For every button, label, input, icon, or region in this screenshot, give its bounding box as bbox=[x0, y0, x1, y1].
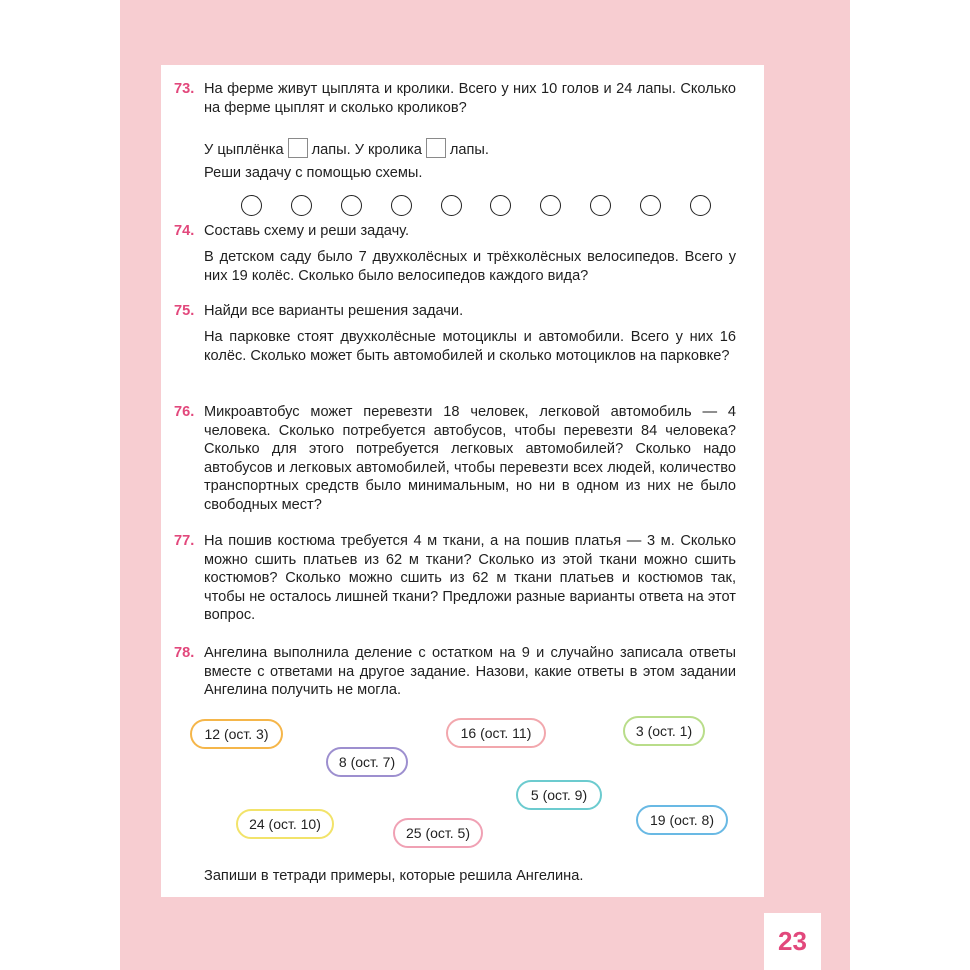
task-instruction: Найди все варианты решения задачи. bbox=[204, 303, 464, 319]
task-number: 78. bbox=[174, 645, 195, 661]
answer-pill[interactable]: 19 (ост. 8) bbox=[636, 805, 728, 835]
legs-suffix: лапы. bbox=[449, 142, 489, 158]
task-number: 74. bbox=[174, 223, 195, 239]
task-footer: Запиши в тетради примеры, которые решила Ангелина. bbox=[204, 868, 584, 884]
scheme-circle bbox=[291, 195, 312, 216]
scheme-circle bbox=[241, 195, 262, 216]
task-text: Ангелина выполнила деление с остатком на 9 и случайно записала ответы вместе с ответами на другое задание. Назови, какие ответы в этом задании Ангелина получить не могла. bbox=[204, 645, 736, 699]
answer-pill[interactable]: 12 (ост. 3) bbox=[190, 719, 283, 749]
task-text: На парковке стоят двухколёсные мотоциклы и автомобили. Всего у них 16 колёс. Сколько может быть автомобилей и сколько мотоциклов на парковке? bbox=[204, 329, 736, 364]
answer-pill[interactable]: 24 (ост. 10) bbox=[236, 809, 334, 839]
answer-pill[interactable]: 16 (ост. 11) bbox=[446, 718, 546, 748]
answer-box-rabbit[interactable] bbox=[426, 138, 446, 158]
task-number: 73. bbox=[174, 81, 195, 97]
scheme-circle bbox=[690, 195, 711, 216]
textbook-page bbox=[161, 65, 764, 897]
answer-pill[interactable]: 25 (ост. 5) bbox=[393, 818, 483, 848]
task-text: В детском саду было 7 двухколёсных и трёхколёсных велосипедов. Всего у них 19 колёс. Сколько было велосипедов каждого вида? bbox=[204, 249, 736, 284]
legs-line bbox=[204, 138, 489, 160]
scheme-circle bbox=[590, 195, 611, 216]
task-text: Микроавтобус может перевезти 18 человек, легковой автомобиль — 4 человека. Сколько потребуется автобусов, чтобы перевезти 84 человека? Сколько для этого потребуется легковых автомобилей? Сколько надо автобусов и легковых автомобилей, чтобы перевезти всех людей, количество транспортных средств было минимальным, но ни в одном из них не было свободных мест? bbox=[204, 404, 736, 513]
task-instruction: Реши задачу с помощью схемы. bbox=[204, 165, 423, 181]
scheme-circle bbox=[640, 195, 661, 216]
task-number: 75. bbox=[174, 303, 195, 319]
answer-box-chick[interactable] bbox=[288, 138, 308, 158]
page-number: 23 bbox=[764, 913, 821, 970]
task-number: 76. bbox=[174, 404, 195, 420]
legs-middle: лапы. У кролика bbox=[311, 142, 422, 158]
scheme-circle bbox=[540, 195, 561, 216]
scheme-circle bbox=[441, 195, 462, 216]
task-text: На ферме живут цыплята и кролики. Всего у них 10 голов и 24 лапы. Сколько на ферме цыплят и сколько кроликов? bbox=[204, 81, 736, 116]
task-instruction: Составь схему и реши задачу. bbox=[204, 223, 410, 239]
answer-pill[interactable]: 5 (ост. 9) bbox=[516, 780, 602, 810]
scheme-circle bbox=[490, 195, 511, 216]
task-number: 77. bbox=[174, 533, 195, 549]
answer-pill[interactable]: 3 (ост. 1) bbox=[623, 716, 705, 746]
task-text: На пошив костюма требуется 4 м ткани, а на пошив платья — 3 м. Сколько можно сшить платьев из 62 м ткани? Сколько из этой ткани можно сшить костюмов? Сколько можно сшить из 62 м ткани платьев и костюмов так, чтобы не осталось лишней ткани? Предложи разные варианты ответа на этот вопрос. bbox=[204, 533, 736, 624]
scheme-circle bbox=[391, 195, 412, 216]
answer-pill[interactable]: 8 (ост. 7) bbox=[326, 747, 408, 777]
scheme-circles bbox=[241, 195, 711, 216]
legs-prefix: У цыплёнка bbox=[204, 142, 284, 158]
scheme-circle bbox=[341, 195, 362, 216]
